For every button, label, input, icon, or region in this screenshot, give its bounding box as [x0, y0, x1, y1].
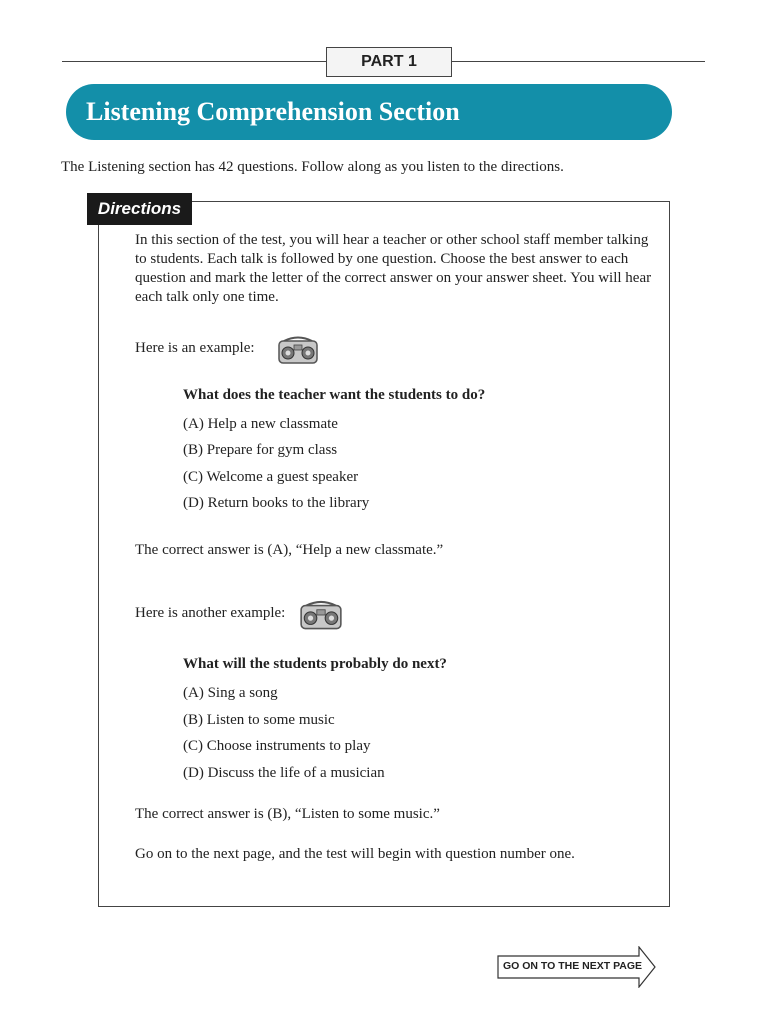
directions-tab: Directions [87, 193, 192, 225]
section-title: Listening Comprehension Section [86, 97, 460, 126]
radio-icon [298, 597, 344, 633]
go-on-next-page-arrow [497, 946, 657, 988]
example1-option-b: (B) Prepare for gym class [183, 442, 338, 458]
section-banner [66, 84, 672, 140]
part-label: PART 1 [326, 47, 452, 77]
example2-lead: Here is another example: [135, 605, 286, 621]
example1-option-d: (D) Return books to the library [183, 495, 370, 511]
intro-text: The Listening section has 42 questions. Follow along as you listen to the directions. [61, 159, 564, 175]
directions-paragraph: In this section of the test, you will hear a teacher or other school staff member talking to students. Each talk is followed by one question. Choose the best answer to each question and mark the letter of the correct answer on your answer sheet. You will hear each talk only one time. [135, 232, 652, 305]
example2-option-a: (A) Sing a song [183, 685, 278, 701]
example1-lead: Here is an example: [135, 340, 255, 356]
example1-question: What does the teacher want the students to do? [183, 387, 486, 403]
example2-option-b: (B) Listen to some music [183, 712, 335, 728]
example1-option-a: (A) Help a new classmate [183, 416, 338, 432]
radio-icon [276, 333, 320, 367]
example2-question: What will the students probably do next? [183, 656, 447, 672]
example1-option-c: (C) Welcome a guest speaker [183, 469, 359, 485]
example2-option-d: (D) Discuss the life of a musician [183, 765, 385, 781]
example2-option-c: (C) Choose instruments to play [183, 738, 371, 754]
example2-answer: The correct answer is (B), “Listen to some music.” [135, 806, 440, 822]
example1-answer: The correct answer is (A), “Help a new classmate.” [135, 542, 444, 558]
closing-text: Go on to the next page, and the test will begin with question number one. [135, 846, 575, 862]
go-next-label: GO ON TO THE NEXT PAGE [503, 960, 643, 972]
